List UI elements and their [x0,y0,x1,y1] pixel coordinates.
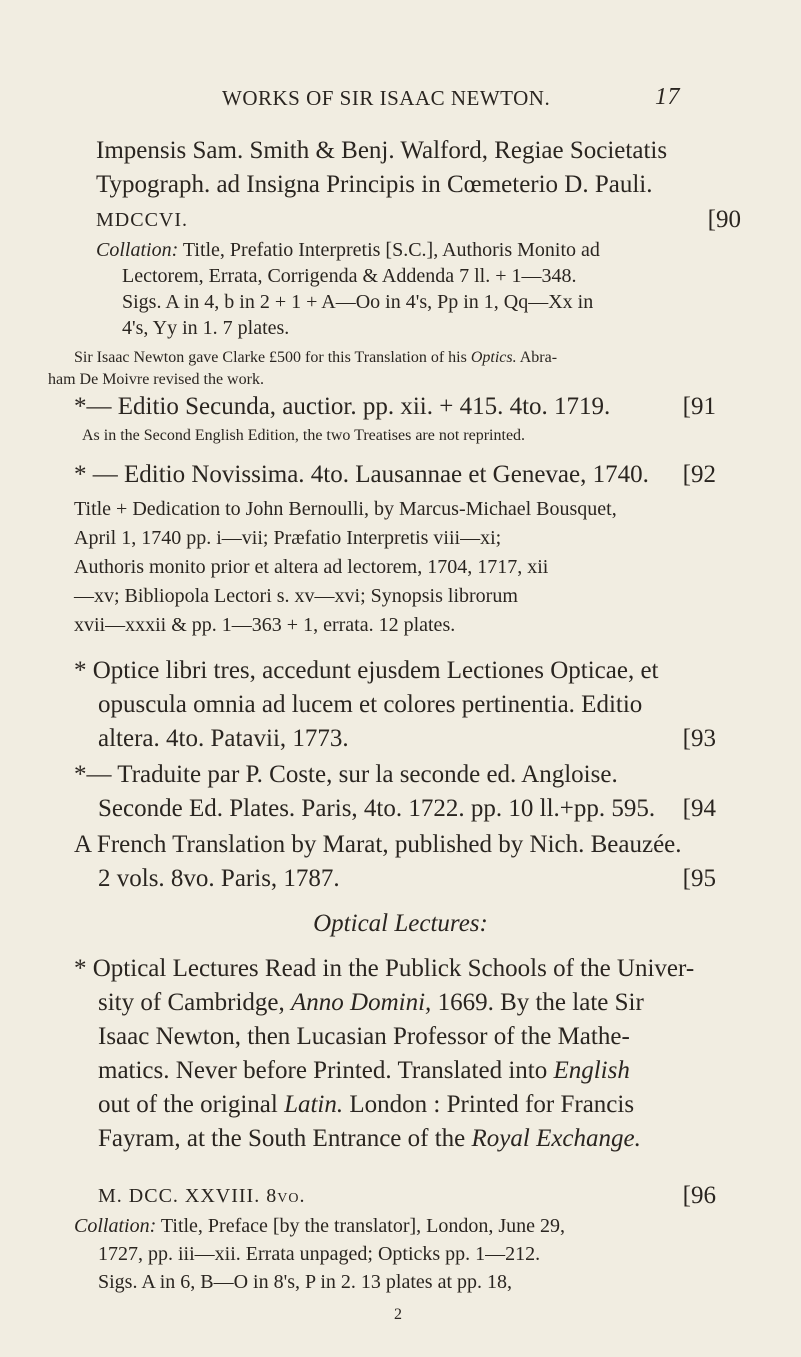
text-segment: London : Printed for Francis [343,1091,635,1118]
imprint-date: MDCCVI. [96,209,189,231]
entry-92 [48,458,716,492]
entry-91 [48,390,716,424]
text-segment: matics. Never before Printed. Translated into [98,1057,554,1084]
collation-96 [48,1213,716,1297]
text-line: April 1, 1740 pp. i—vii; Præfatio Interpretis viii—xi; [74,527,502,549]
text-line: xvii—xxxii & pp. 1—363 + 1, errata. 12 plates. [74,614,456,636]
text-segment: 1669. By the late Sir [431,989,644,1016]
entry-number: [90 [707,206,741,233]
text-line: altera. 4to. Patavii, 1773. [98,725,349,752]
text-line: —xv; Bibliopola Lectori s. xv—xvi; Synopsis librorum [74,585,518,607]
running-title: WORKS OF SIR ISAAC NEWTON. [222,86,551,110]
italic-segment: Royal Exchange. [471,1125,641,1152]
text-line: *— Editio Secunda, auctior. pp. xii. + 415. 4to. 1719. [74,393,611,420]
entry-number: [94 [682,795,716,822]
entry-90-date [70,207,741,233]
entry-90 [70,134,741,202]
text-line: Typograph. ad Insigna Principis in Cœmeterio D. Pauli. [96,171,653,198]
collation-label: Collation: [74,1215,157,1237]
text-segment: sity of Cambridge, [98,989,292,1016]
text-line: Title, Prefatio Interpretis [S.C.], Authoris Monito ad [182,239,600,261]
text-line: A French Translation by Marat, published by Nich. Beauzée. [74,831,682,858]
collation-90 [70,237,741,341]
entry-number: [95 [682,865,716,892]
text-segment: Fayram, at the South Entrance of the [98,1125,472,1152]
text-line: Sigs. A in 6, B—O in 8's, P in 2. 13 plates at pp. 18, [98,1271,513,1293]
text-line: ham De Moivre revised the work. [48,371,264,388]
entry-number: [93 [682,725,716,752]
entry-number: [96 [682,1182,716,1209]
text-line: As in the Second English Edition, the two Treatises are not reprinted. [82,427,526,444]
collation-label: Collation: [96,239,179,261]
note-italic: Optics. [470,349,517,366]
imprint-date: M. DCC. XXVIII. 8vo. [98,1185,306,1207]
text-line: * — Editio Novissima. 4to. Lausannae et Genevae, 1740. [74,461,649,488]
signature-mark: 2 [394,1306,402,1323]
text-line: Impensis Sam. Smith & Benj. Walford, Regiae Societatis [96,137,668,164]
text-line: 2 vols. 8vo. Paris, 1787. [98,865,340,892]
page-number: 17 [655,84,680,110]
text-segment: out of the original [98,1091,285,1118]
entry-93 [48,654,716,756]
entry-number: [92 [682,461,716,488]
text-line: Title + Dedication to John Bernoulli, by Marcus-Michael Bousquet, [74,498,617,520]
text-line: 1727, pp. iii—xii. Errata unpaged; Opticks pp. 1—212. [98,1243,541,1265]
text-line: Isaac Newton, then Lucasian Professor of the Mathe- [98,1023,630,1050]
text-line: * Optical Lectures Read in the Publick Schools of the Univer- [74,955,695,982]
entry-number: [91 [682,393,716,420]
text-line: opuscula omnia ad lucem et colores pertinentia. Editio [98,691,643,718]
text-line: Seconde Ed. Plates. Paris, 4to. 1722. pp. 10 ll.+pp. 595. [98,795,656,822]
text-line: Title, Preface [by the translator], London, June 29, [160,1215,566,1237]
entry-92-details [48,496,716,641]
entry-94 [48,758,716,826]
italic-segment: Latin. [284,1091,344,1118]
text-line: Sigs. A in 4, b in 2 + 1 + A—Oo in 4's, Pp in 1, Qq—Xx in [122,291,594,313]
text-line: *— Traduite par P. Coste, sur la seconde ed. Angloise. [74,761,618,788]
note-90 [48,347,716,391]
note-text: Sir Isaac Newton gave Clarke £500 for this Translation of his [74,349,471,366]
section-heading: Optical Lectures: [313,910,488,937]
italic-segment: Anno Domini, [291,989,432,1016]
entry-96 [48,952,716,1156]
text-line: * Optice libri tres, accedunt ejusdem Lectiones Opticae, et [74,657,659,684]
entry-96-date [48,1183,716,1209]
text-line: 4's, Yy in 1. 7 plates. [122,317,290,339]
entry-95 [48,828,716,896]
italic-segment: English [553,1057,630,1084]
note-text: Abra- [516,349,558,366]
text-line: Authoris monito prior et altera ad lectorem, 1704, 1717, xii [74,556,549,578]
note-91 [48,425,716,447]
text-line: Lectorem, Errata, Corrigenda & Addenda 7 ll. + 1—348. [122,265,577,287]
